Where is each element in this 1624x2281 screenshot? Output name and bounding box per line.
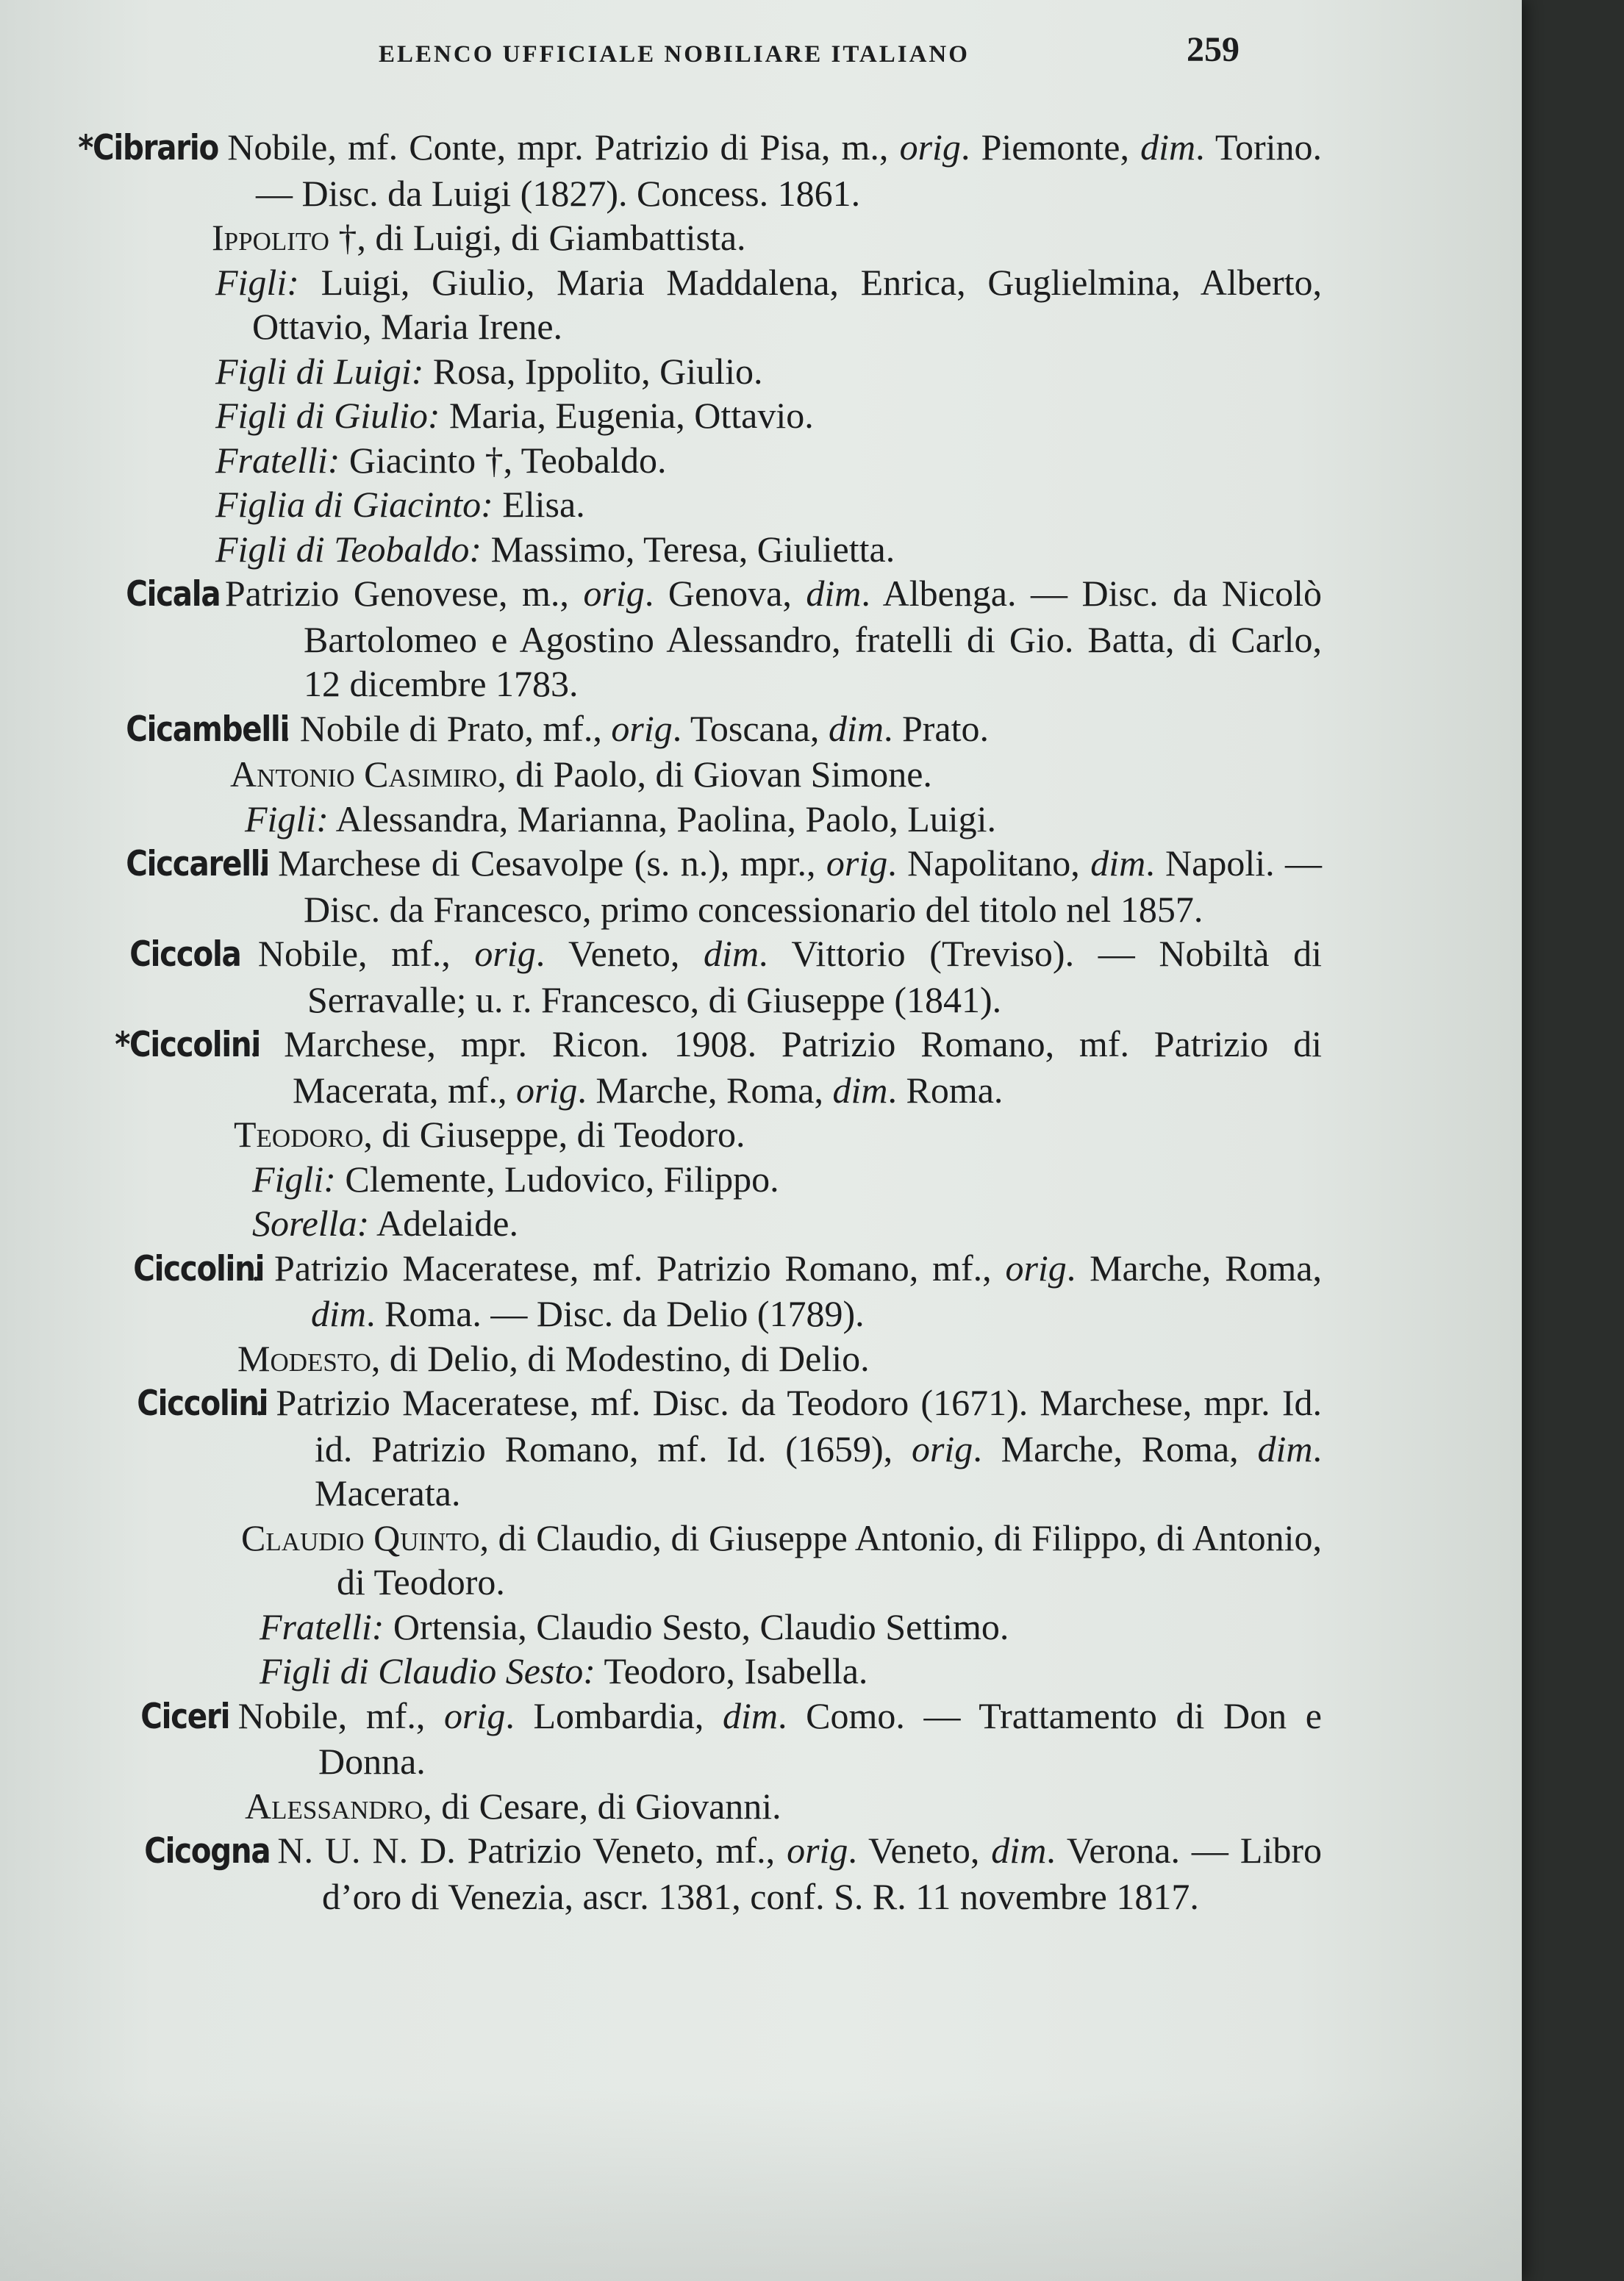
entry-head: Cicambelli	[126, 709, 290, 750]
entry-head: Ciccarelli	[126, 844, 269, 884]
entry-head: Ciccolini	[137, 1383, 268, 1424]
register-text	[78, 125, 1323, 1919]
family-member: Ippolito †, di Luigi, di Giambattista.	[212, 217, 746, 258]
entry-cibrario: *Cibrario. Nobile, mf. Conte, mpr. Patrizio di Pisa, m., orig. Piemonte, dim. Torino. — Disc. da Luigi (1827). Concess. 1861.	[78, 126, 1322, 214]
member-name: Teodoro	[234, 1114, 364, 1155]
relatives-line: Figli di Teobaldo: Massimo, Teresa, Giulietta.	[215, 528, 895, 570]
entry-head: Ciccola	[129, 934, 241, 975]
relatives-line: Sorella: Adelaide.	[252, 1203, 518, 1244]
member-name: Modesto	[237, 1337, 371, 1379]
family-member: Teodoro, di Giuseppe, di Teodoro.	[234, 1114, 745, 1155]
entry-cicala: Cicala. Patrizio Genovese, m., orig. Genova, dim. Albenga. — Disc. da Nicolò Bartolomeo e Agostino Alessandro, fratelli di Gio. Batta, di Carlo, 12 dicembre 1783.	[126, 573, 1322, 704]
relatives-line: Fratelli: Ortensia, Claudio Sesto, Claudio Settimo.	[260, 1605, 1009, 1647]
member-name: Antonio Casimiro	[230, 753, 498, 795]
family-member: Claudio Quinto, di Claudio, di Giuseppe Antonio, di Filippo, di Antonio, di Teodoro.	[241, 1517, 1323, 1603]
relatives-line: Figlia di Giacinto: Elisa.	[215, 484, 585, 525]
entry-head: *Ciccolini	[115, 1025, 260, 1065]
entry-cicambelli: Cicambelli. Nobile di Prato, mf., orig. Toscana, dim. Prato.	[208, 706, 1322, 753]
page-number: 259	[1187, 30, 1240, 69]
entry-ciccolini-1: *Ciccolini. Marchese, mpr. Ricon. 1908. Patrizio Romano, mf. Patrizio di Macerata, mf., orig. Marche, Roma, dim. Roma.	[115, 1023, 1322, 1111]
page-header	[0, 29, 1522, 74]
entry-head: Cicala	[126, 574, 221, 615]
entry-ciccarelli: Ciccarelli. Marchese di Cesavolpe (s. n.), mpr., orig. Napolitano, dim. Napoli. — Disc. da Francesco, primo concessionario del titolo nel 1857.	[126, 842, 1323, 930]
entry-head: Ciceri	[140, 1696, 230, 1737]
relatives-line: Figli: Luigi, Giulio, Maria Maddalena, Enrica, Guglielmina, Alberto, Ottavio, Maria Irene.	[215, 261, 1322, 347]
entry-head: Ciccolini	[133, 1248, 265, 1289]
relatives-line: Figli di Luigi: Rosa, Ippolito, Giulio.	[215, 350, 763, 392]
relatives-line: Figli di Giulio: Maria, Eugenia, Ottavio.	[215, 395, 814, 436]
family-member: Alessandro, di Cesare, di Giovanni.	[245, 1785, 781, 1827]
member-name: Claudio Quinto	[241, 1517, 480, 1558]
relatives-line: Figli: Alessandra, Marianna, Paolina, Paolo, Luigi.	[245, 798, 997, 839]
entry-ciccolini-3: Ciccolini. Patrizio Maceratese, mf. Disc. da Teodoro (1671). Marchese, mpr. Id. id. Patrizio Romano, mf. Id. (1659), orig. Marche, Roma, dim. Macerata.	[137, 1382, 1322, 1514]
relatives-line: Figli: Clemente, Ludovico, Filippo.	[252, 1158, 779, 1200]
entry-cicogna: Cicogna. N. U. N. D. Patrizio Veneto, mf., orig. Veneto, dim. Verona. — Libro d’oro di Venezia, ascr. 1381, conf. S. R. 11 novembre 1817.	[144, 1830, 1322, 1917]
member-name: Ippolito	[212, 217, 329, 258]
running-title: ELENCO UFFICIALE NOBILIARE ITALIANO	[379, 41, 970, 68]
entry-head: Cicogna	[144, 1831, 271, 1872]
family-member: Modesto, di Delio, di Modestino, di Delio.	[237, 1337, 870, 1379]
relatives-line: Fratelli: Giacinto †, Teobaldo.	[215, 439, 667, 481]
entry-ciccolini-2: Ciccolini. Patrizio Maceratese, mf. Patrizio Romano, mf., orig. Marche, Roma, dim. Roma. — Disc. da Delio (1789).	[133, 1247, 1322, 1334]
entry-ciceri: Ciceri. Nobile, mf., orig. Lombardia, dim. Como. — Trattamento di Don e Donna.	[140, 1694, 1322, 1782]
entry-head: *Cibrario	[78, 128, 218, 168]
family-member: Antonio Casimiro, di Paolo, di Giovan Simone.	[230, 753, 932, 795]
relatives-line: Figli di Claudio Sesto: Teodoro, Isabella.	[260, 1650, 868, 1691]
member-name: Alessandro	[245, 1785, 423, 1827]
entry-ciccola: Ciccola. Nobile, mf., orig. Veneto, dim. Vittorio (Treviso). — Nobiltà di Serravalle; u. r. Francesco, di Giuseppe (1841).	[129, 933, 1322, 1020]
